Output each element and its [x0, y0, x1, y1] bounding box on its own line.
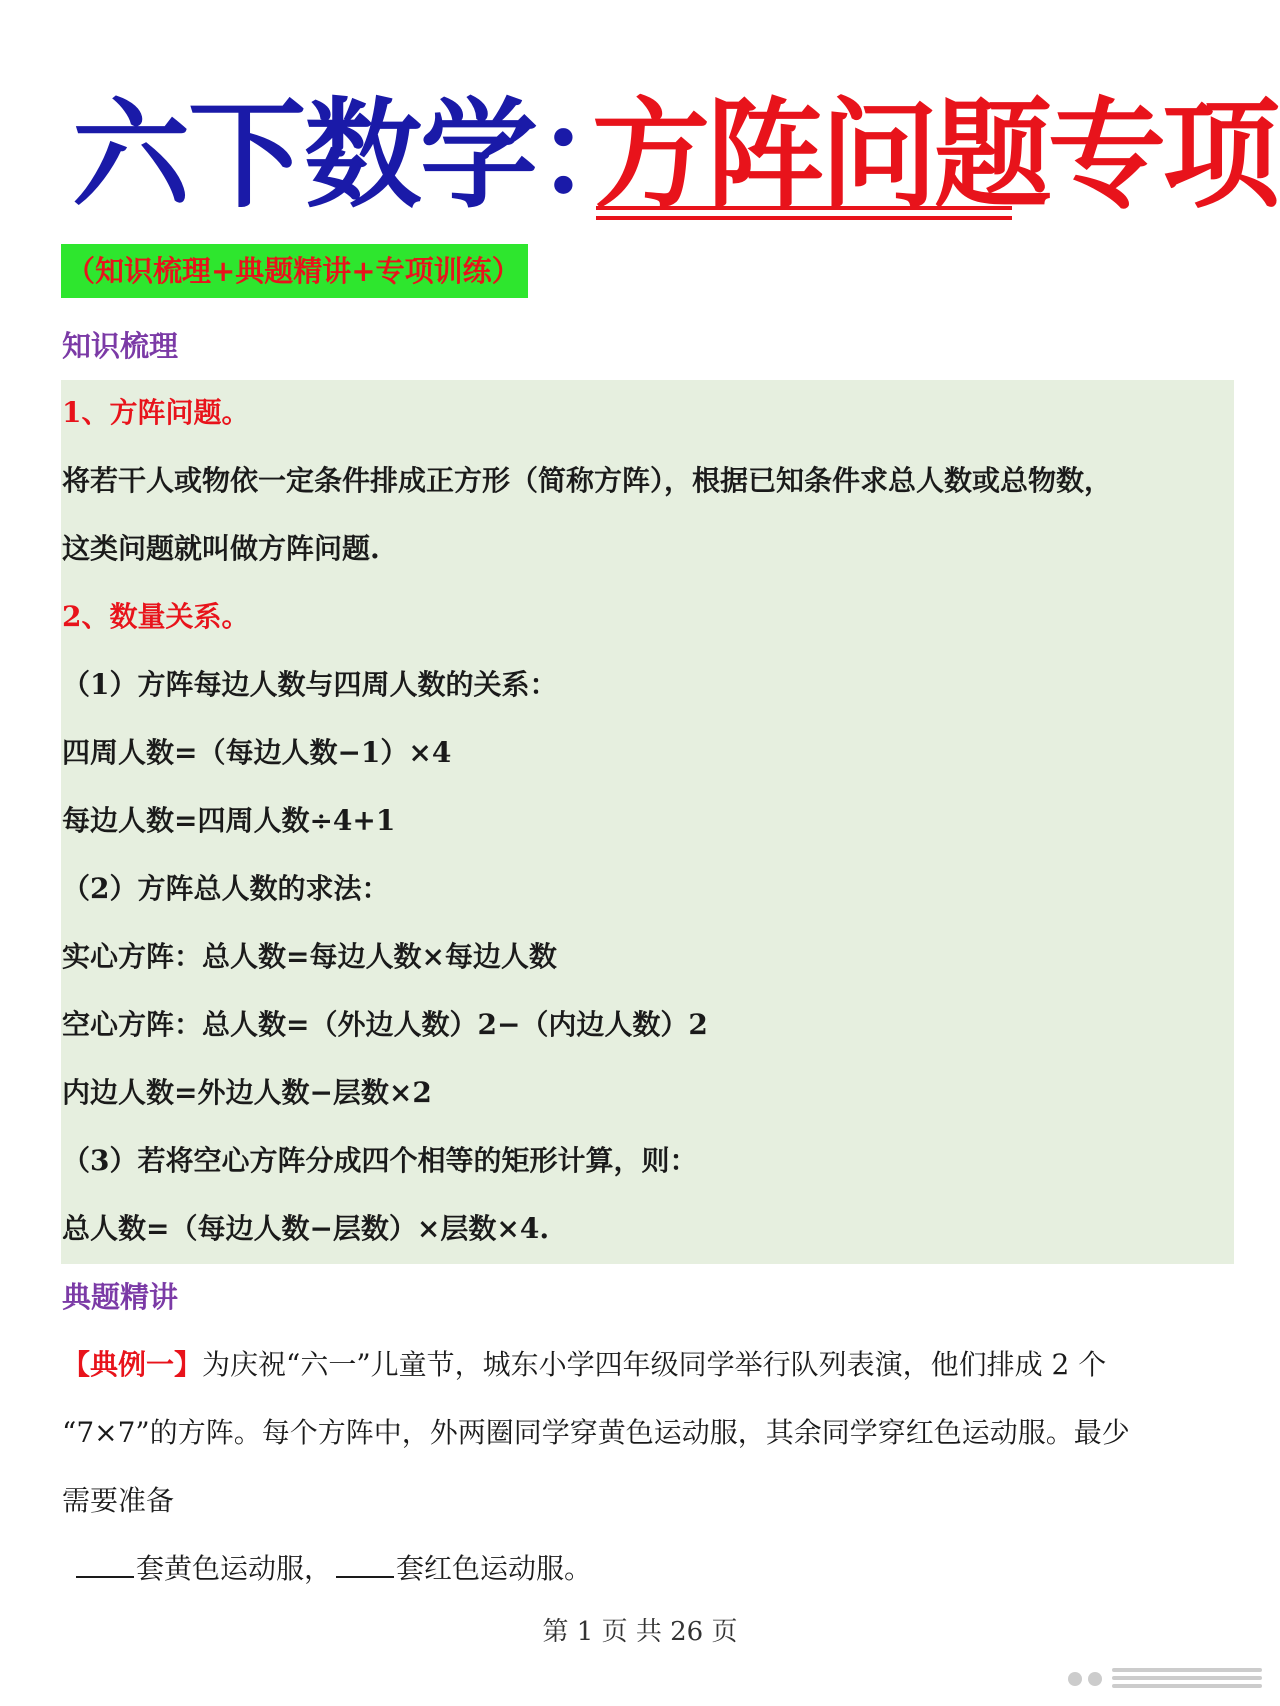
example-1-tag: 【典例一】 [62, 1348, 203, 1381]
page-footer: 第 1 页 共 26 页 [542, 1617, 738, 1647]
answer-blank-yellow[interactable] [76, 1548, 134, 1578]
example-1-line-1 [62, 1344, 1106, 1386]
relation-subheading-3: （3）若将空心方阵分成四个相等的矩形计算，则： [62, 1144, 698, 1177]
formula-hollow-square: 空心方阵：总人数=（外边人数）2−（内边人数）2 [62, 1008, 708, 1041]
relation-subheading-1: （1）方阵每边人数与四周人数的关系： [62, 668, 558, 701]
formula-side-count: 每边人数=四周人数÷4+1 [62, 804, 396, 837]
answer-text-yellow: 套黄色运动服， [136, 1552, 333, 1585]
watermark-icon [1068, 1666, 1268, 1692]
formula-rectangle-method: 总人数=（每边人数−层数）×层数×4. [62, 1212, 550, 1245]
formula-solid-square: 实心方阵：总人数=每边人数×每边人数 [62, 940, 557, 973]
section-knowledge-heading: 知识梳理 [62, 329, 179, 363]
example-1-line-3: 需要准备 [62, 1484, 175, 1517]
knowledge-paragraph-line-1: 将若干人或物依一定条件排成正方形（简称方阵），根据已知条件求总人数或总物数， [62, 464, 1113, 497]
subtitle: （知识梳理+典题精讲+专项训练） [66, 254, 521, 288]
title-underline [596, 206, 1012, 220]
knowledge-heading-1: 1、方阵问题。 [62, 396, 250, 429]
example-1-line-1-text: 为庆祝“六一”儿童节，城东小学四年级同学举行队列表演，他们排成 2 个 [202, 1348, 1107, 1381]
title-right: 方阵问题专项 [592, 86, 1277, 224]
formula-perimeter-count: 四周人数=（每边人数−1）×4 [62, 736, 452, 769]
answer-text-red: 套红色运动服。 [396, 1552, 593, 1585]
answer-blank-red[interactable] [336, 1548, 394, 1578]
example-1-line-2: “7×7”的方阵。每个方阵中，外两圈同学穿黄色运动服，其余同学穿红色运动服。最少 [62, 1416, 1130, 1449]
example-1-answer-line [62, 1548, 592, 1590]
knowledge-paragraph-line-2: 这类问题就叫做方阵问题. [62, 532, 380, 565]
title-left: 六下数学： [72, 86, 653, 224]
relation-subheading-2: （2）方阵总人数的求法： [62, 872, 390, 905]
knowledge-heading-2: 2、数量关系。 [62, 600, 250, 633]
formula-inner-side: 内边人数=外边人数−层数×2 [62, 1076, 432, 1109]
section-examples-heading: 典题精讲 [62, 1280, 179, 1314]
title [0, 85, 1280, 245]
